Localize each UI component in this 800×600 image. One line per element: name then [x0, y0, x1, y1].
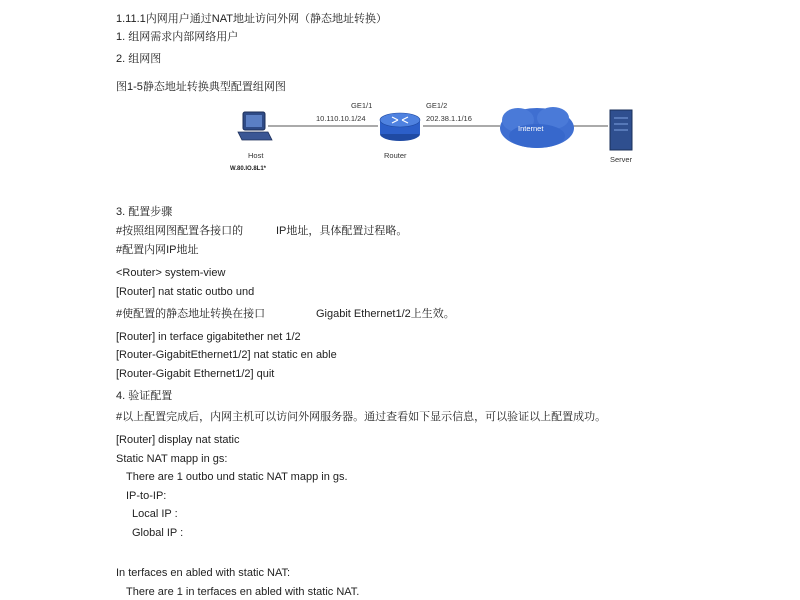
section-verify: 4. 验证配置 [116, 390, 173, 402]
section-title: 1.11.1内网用户通过NAT地址访问外网（静态地址转换） [116, 13, 387, 25]
network-diagram [228, 96, 678, 186]
output-line-6: In terfaces en abled with static NAT: [116, 567, 291, 579]
router-icon [380, 113, 420, 141]
router-label: Router [384, 151, 407, 160]
config-comment-3a: #使配置的静态地址转换在接口 [116, 308, 266, 320]
section-requirements: 1. 组网需求内部网络用户 [116, 31, 239, 43]
output-line-4: Local IP : [132, 508, 178, 520]
router-interface-ge11: GE1/1 [351, 101, 373, 110]
router-ip-ge12: 202.38.1.1/16 [426, 114, 472, 123]
verify-comment: #以上配置完成后，内网主机可以访问外网服务器。通过查看如下显示信息，可以验证以上配置成功。 [116, 411, 607, 423]
config-comment-3b: Gigabit Ethernet1/2上生效。 [316, 308, 455, 320]
config-comment-1a: #按照组网图配置各接口的 [116, 225, 244, 237]
config-command-1: <Router> system-view [116, 267, 226, 279]
section-network-diagram: 2. 组网图 [116, 53, 162, 65]
server-icon [610, 110, 632, 150]
verify-command: [Router] display nat static [116, 434, 240, 446]
output-line-2: There are 1 outbo und static NAT mapp in gs. [126, 471, 348, 483]
section-config-steps: 3. 配置步骤 [116, 206, 173, 218]
config-command-4: [Router-GigabitEthernet1/2] nat static en able [116, 349, 337, 361]
output-line-7: There are 1 in terfaces en abled with static NAT. [126, 586, 360, 598]
host-computer-icon [238, 112, 272, 140]
config-command-5: [Router-Gigabit Ethernet1/2] quit [116, 368, 275, 380]
figure-caption: 图1-5静态地址转换典型配置组网图 [116, 81, 286, 93]
config-command-3: [Router] in terface gigabitether net 1/2 [116, 331, 301, 343]
router-ip-ge11: 10.110.10.1/24 [316, 114, 366, 123]
output-line-3: IP-to-IP: [126, 490, 167, 502]
config-command-2: [Router] nat static outbo und [116, 286, 255, 298]
config-comment-2: #配置内网IP地址 [116, 244, 199, 256]
router-interface-ge12: GE1/2 [426, 101, 448, 110]
output-line-5: Global IP : [132, 527, 184, 539]
output-line-1: Static NAT mapp in gs: [116, 453, 228, 465]
config-comment-1b: IP地址，具体配置过程略。 [276, 225, 408, 237]
network-diagram-svg [228, 96, 678, 186]
host-ip-label: W.80.IO.8L1* [230, 166, 267, 172]
internet-label: Internet [518, 124, 544, 133]
server-label: Server [610, 155, 633, 164]
host-label: Host [248, 151, 264, 160]
